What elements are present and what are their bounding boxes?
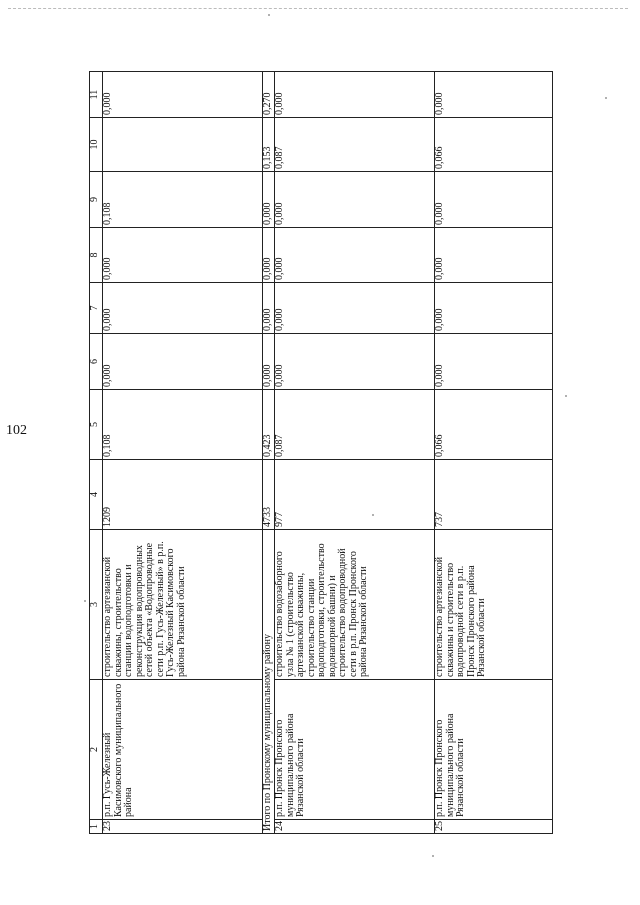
data-table [89, 71, 553, 834]
value-cell: 0,000 [103, 228, 263, 283]
value-cell: 0,153 [263, 118, 275, 172]
table-wrapper [89, 72, 551, 834]
value-cell: 0,000 [263, 172, 275, 228]
table-row [435, 72, 553, 834]
value-cell: 0,000 [275, 283, 435, 334]
scan-speck [372, 514, 374, 516]
value-cell: 0,000 [275, 334, 435, 390]
value-cell: 0,000 [435, 172, 553, 228]
value-cell: 0,000 [103, 72, 263, 118]
value-cell: 0,000 [275, 172, 435, 228]
value-cell: 0,000 [103, 334, 263, 390]
value-cell: 0,108 [103, 172, 263, 228]
value-cell [103, 118, 263, 172]
value-cell: 0,000 [263, 228, 275, 283]
place-cell: р.п. Гусь-Железный Касимовского муниципального района [103, 680, 263, 820]
value-cell: 0,000 [435, 334, 553, 390]
row-number: 23 [103, 820, 263, 834]
value-cell: 0,000 [263, 283, 275, 334]
value-cell: 977 [275, 460, 435, 530]
value-cell: 0,270 [263, 72, 275, 118]
value-cell: 0,000 [263, 334, 275, 390]
place-cell: р.п. Пронск Пронского муниципального района Рязанской области [275, 680, 435, 820]
work-cell: строительство водозаборного узла № 1 (строительство артезианской скважины, строительство станции водоподготовки, строительство водонапорной башни) и строительство водопроводной сети в р.п. Пронск Пронского района Рязанской области [275, 530, 435, 680]
scan-speck [84, 600, 86, 602]
total-row [263, 72, 275, 834]
table-row [275, 72, 435, 834]
value-cell: 0,087 [275, 118, 435, 172]
value-cell: 0,087 [275, 390, 435, 460]
header-cell: 3 [90, 530, 103, 680]
value-cell: 737 [435, 460, 553, 530]
rotated-table-area [89, 72, 551, 834]
value-cell: 0,000 [435, 228, 553, 283]
header-cell: 5 [90, 390, 103, 460]
value-cell: 0,000 [103, 283, 263, 334]
header-cell: 10 [90, 118, 103, 172]
value-cell: 0,066 [435, 118, 553, 172]
scan-edge-marks [8, 8, 628, 11]
value-cell: 0,000 [435, 72, 553, 118]
header-row [90, 72, 103, 834]
header-cell: 1 [90, 820, 103, 834]
header-cell: 2 [90, 680, 103, 820]
total-label: Итого по Пронскому муниципальному району [263, 530, 275, 834]
scan-speck [565, 395, 567, 397]
header-cell: 7 [90, 283, 103, 334]
row-number: 25 [435, 820, 553, 834]
work-cell: строительство артезианской скважины, строительство станции водоподготовки и реконструкция водопроводных сетей объекта «Водопроводные сети р.п. Гусь-Железный» в р.п. Гусь-Железный Касимовского района Рязанской области [103, 530, 263, 680]
scan-speck [605, 97, 607, 99]
value-cell: 0,066 [435, 390, 553, 460]
scan-speck [432, 855, 434, 857]
row-number: 24 [275, 820, 435, 834]
header-cell: 8 [90, 228, 103, 283]
value-cell: 0,423 [263, 390, 275, 460]
value-cell: 4733 [263, 460, 275, 530]
header-cell: 6 [90, 334, 103, 390]
place-cell: р.п. Пронск Пронского муниципального района Рязанской области [435, 680, 553, 820]
header-cell: 4 [90, 460, 103, 530]
scan-speck [268, 14, 270, 16]
page-number: 102 [6, 423, 27, 438]
value-cell: 0,108 [103, 390, 263, 460]
value-cell: 1209 [103, 460, 263, 530]
value-cell: 0,000 [275, 228, 435, 283]
value-cell: 0,000 [435, 283, 553, 334]
work-cell: строительство артезианской скважины и строительство водопроводной сети в р.п. Пронск Пронского района Рязанской области [435, 530, 553, 680]
header-cell: 11 [90, 72, 103, 118]
header-cell: 9 [90, 172, 103, 228]
value-cell: 0,000 [275, 72, 435, 118]
table-row [103, 72, 263, 834]
